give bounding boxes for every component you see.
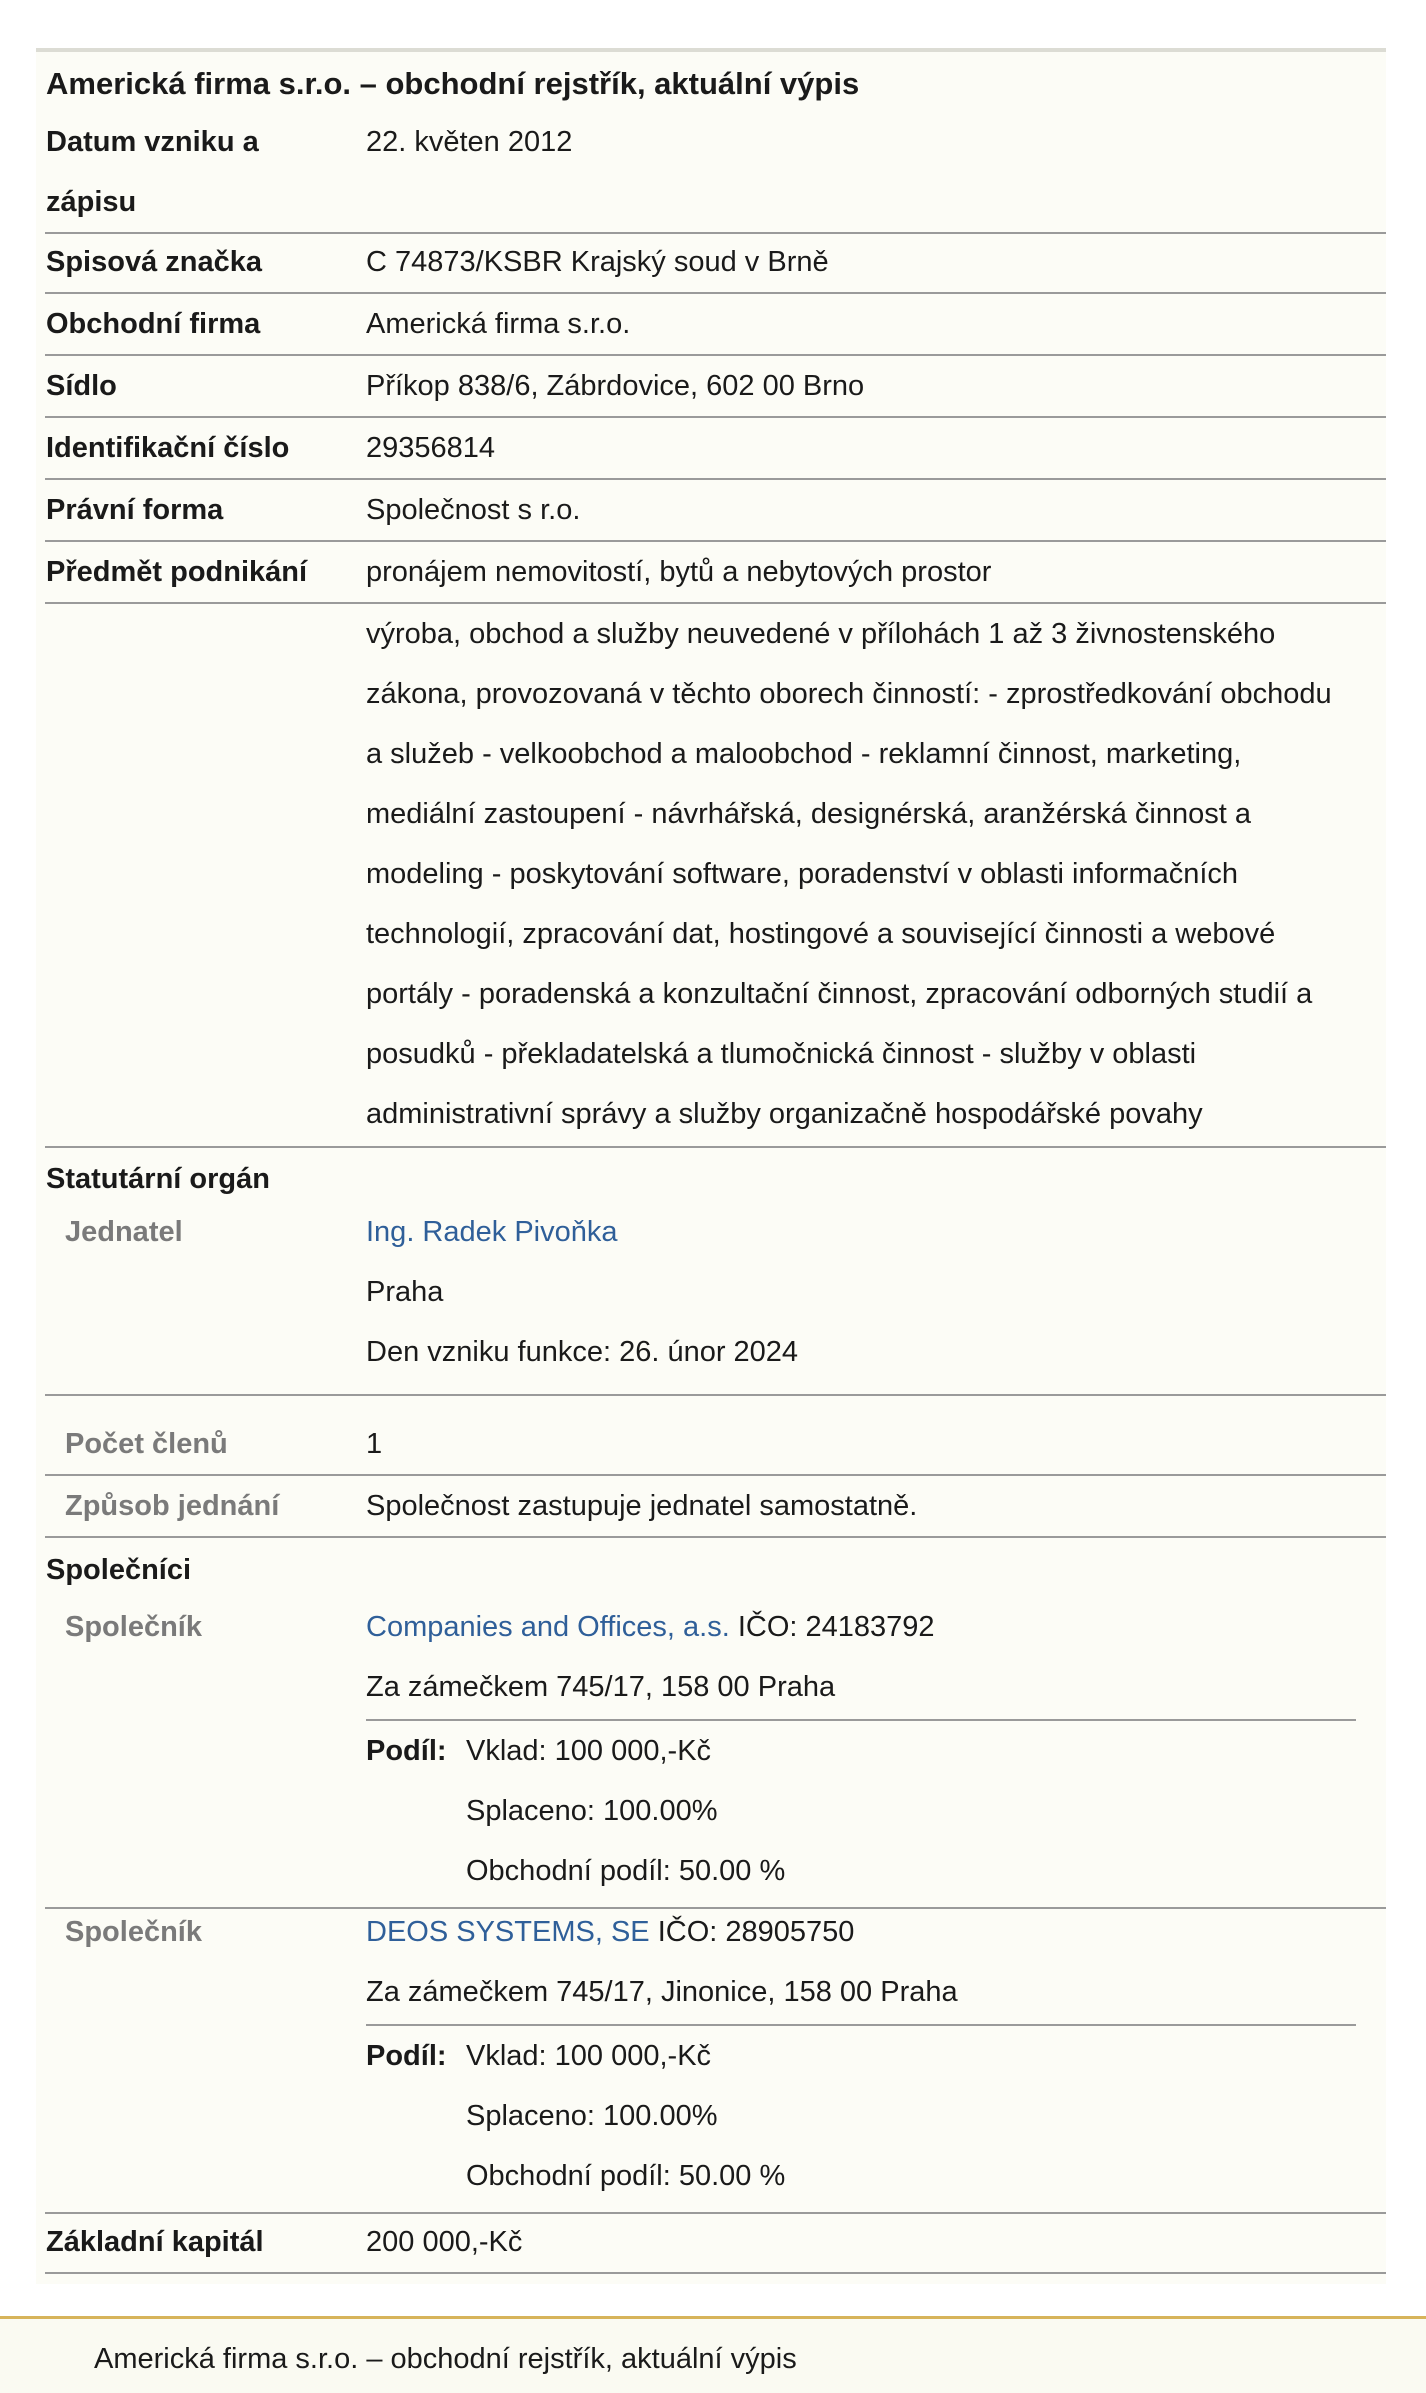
label-line-2: zápisu xyxy=(46,186,137,218)
row-value: Příkop 838/6, Zábrdovice, 602 00 Brno xyxy=(366,370,865,402)
row-spolecnik xyxy=(45,1902,1386,2214)
row-value: 1 xyxy=(366,1428,383,1460)
row-label: Právní forma xyxy=(46,494,224,526)
row-value: Americká firma s.r.o. xyxy=(366,308,631,340)
footer-text: Americká firma s.r.o. – obchodní rejstřík, aktuální výpis xyxy=(94,2343,797,2375)
row-jednatel xyxy=(45,1202,1386,1396)
spolecnik-ico: IČO: 28905750 xyxy=(657,1916,855,1948)
text-line: výroba, obchod a služby neuvedené v přílohách 1 až 3 živnostenského xyxy=(366,618,1276,650)
podil-splaceno: Splaceno: 100.00% xyxy=(466,1795,718,1827)
row-predmet-podnikani-2 xyxy=(45,604,1386,1148)
row-label: Spisová značka xyxy=(46,246,262,278)
row-spisova-znacka xyxy=(45,232,1386,294)
text-line: zákona, provozovaná v těchto oborech činností: - zprostředkování obchodu xyxy=(366,678,1332,710)
row-pocet-clenu xyxy=(45,1414,1386,1476)
podil-obchodni: Obchodní podíl: 50.00 % xyxy=(466,2160,786,2192)
row-value: C 74873/KSBR Krajský soud v Brně xyxy=(366,246,829,278)
row-predmet-podnikani xyxy=(45,542,1386,604)
row-value: pronájem nemovitostí, bytů a nebytových prostor xyxy=(366,556,992,588)
podil-splaceno: Splaceno: 100.00% xyxy=(466,2100,718,2132)
podil-vklad: Vklad: 100 000,-Kč xyxy=(466,1735,712,1767)
section-spolecnici xyxy=(45,1540,1386,1600)
row-label: Obchodní firma xyxy=(46,308,261,340)
row-value: Společnost s r.o. xyxy=(366,494,581,526)
text-line: portály - poradenská a konzultační činnost, zpracování odborných studií a xyxy=(366,978,1313,1010)
row-value: 29356814 xyxy=(366,432,496,464)
text-line: administrativní správy a služby organizačně hospodářské povahy xyxy=(366,1098,1203,1130)
row-label: Předmět podnikání xyxy=(46,556,308,588)
row-zpusob-jednani xyxy=(45,1476,1386,1538)
text-line: modeling - poskytování software, poradenství v oblasti informačních xyxy=(366,858,1239,890)
podil-obchodni: Obchodní podíl: 50.00 % xyxy=(466,1855,786,1887)
section-statutarni-organ xyxy=(45,1149,1386,1207)
podil-label: Podíl: xyxy=(366,2040,447,2072)
spolecnik-address: Za zámečkem 745/17, 158 00 Praha xyxy=(366,1671,836,1703)
section-heading: Společníci xyxy=(46,1554,192,1586)
row-label: Společník xyxy=(65,1916,202,1948)
row-obchodni-firma xyxy=(45,294,1386,356)
row-value xyxy=(366,1597,1366,1717)
register-extract-card xyxy=(36,48,1386,2284)
spolecnik-address: Za zámečkem 745/17, Jinonice, 158 00 Praha xyxy=(366,1976,958,2008)
row-label xyxy=(46,112,259,232)
page-footer xyxy=(0,2316,1426,2393)
row-pravni-forma xyxy=(45,480,1386,542)
row-value xyxy=(366,1902,1366,2022)
text-line: posudků - překladatelská a tlumočnická činnost - služby v oblasti xyxy=(366,1038,1197,1070)
row-value-multiline xyxy=(366,604,1366,1144)
row-datum-vzniku xyxy=(45,112,1386,234)
page-title: Americká firma s.r.o. – obchodní rejstřík, aktuální výpis xyxy=(46,66,860,101)
row-label: Společník xyxy=(65,1611,202,1643)
text-line: a služeb - velkoobchod a maloobchod - reklamní činnost, marketing, xyxy=(366,738,1242,770)
row-sidlo xyxy=(45,356,1386,418)
podil-vklad: Vklad: 100 000,-Kč xyxy=(466,2040,712,2072)
row-label: Základní kapitál xyxy=(46,2226,264,2258)
row-label: Počet členů xyxy=(65,1428,228,1460)
row-identifikacni-cislo xyxy=(45,418,1386,480)
podil-values xyxy=(466,1721,785,1901)
row-label: Identifikační číslo xyxy=(46,432,290,464)
row-zakladni-kapital xyxy=(45,2212,1386,2274)
spolecnik-name-link[interactable]: Companies and Offices, a.s. xyxy=(366,1611,730,1643)
jednatel-since: Den vzniku funkce: 26. únor 2024 xyxy=(366,1336,799,1368)
spolecnik-ico: IČO: 24183792 xyxy=(737,1611,935,1643)
row-label: Sídlo xyxy=(46,370,117,402)
section-heading: Statutární orgán xyxy=(46,1163,270,1195)
label-line-1: Datum vzniku a xyxy=(46,126,259,158)
jednatel-city: Praha xyxy=(366,1276,444,1308)
text-line: technologií, zpracování dat, hostingové a související činnosti a webové xyxy=(366,918,1276,950)
podil-label: Podíl: xyxy=(366,1735,447,1767)
row-value: 22. květen 2012 xyxy=(366,126,573,158)
spolecnik-name-link[interactable]: DEOS SYSTEMS, SE xyxy=(366,1916,650,1948)
row-label: Způsob jednání xyxy=(65,1490,280,1522)
row-value: Společnost zastupuje jednatel samostatně. xyxy=(366,1490,918,1522)
jednatel-name-link[interactable]: Ing. Radek Pivoňka xyxy=(366,1216,618,1248)
row-value xyxy=(366,1202,1366,1382)
row-value: 200 000,-Kč xyxy=(366,2226,523,2258)
row-spolecnik xyxy=(45,1597,1386,1909)
podil-values xyxy=(466,2026,785,2206)
text-line: mediální zastoupení - návrhářská, designérská, aranžérská činnost a xyxy=(366,798,1251,830)
row-label: Jednatel xyxy=(65,1216,183,1248)
